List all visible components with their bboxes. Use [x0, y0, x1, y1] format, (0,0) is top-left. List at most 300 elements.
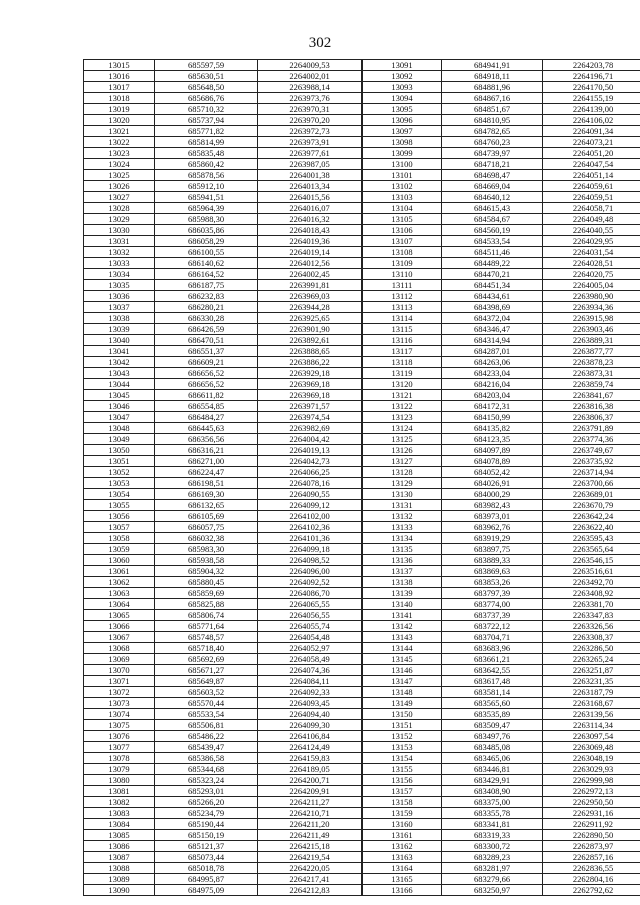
- y-coordinate: 2264073,21: [543, 137, 640, 148]
- table-row: [84, 247, 362, 258]
- table-row: [363, 401, 640, 412]
- y-coordinate: 2263903,46: [543, 324, 640, 335]
- table-row: [363, 665, 640, 676]
- point-number: 13151: [363, 720, 442, 731]
- point-number: 13049: [84, 434, 155, 445]
- point-number: 13041: [84, 346, 155, 357]
- table-row: [84, 456, 362, 467]
- table-row: [363, 291, 640, 302]
- point-number: 13109: [363, 258, 442, 269]
- y-coordinate: 2263929,18: [258, 368, 362, 379]
- table-row: [363, 423, 640, 434]
- table-row: [84, 544, 362, 555]
- x-coordinate: 684810,95: [442, 115, 543, 126]
- y-coordinate: 2263308,37: [543, 632, 640, 643]
- table-row: [363, 302, 640, 313]
- point-number: 13163: [363, 852, 442, 863]
- y-coordinate: 2264196,71: [543, 71, 640, 82]
- point-number: 13042: [84, 357, 155, 368]
- x-coordinate: 683661,21: [442, 654, 543, 665]
- table-row: [84, 676, 362, 687]
- x-coordinate: 685234,79: [155, 808, 258, 819]
- point-number: 13082: [84, 797, 155, 808]
- x-coordinate: 685825,88: [155, 599, 258, 610]
- x-coordinate: 684851,67: [442, 104, 543, 115]
- x-coordinate: 683617,48: [442, 676, 543, 687]
- x-coordinate: 684470,21: [442, 269, 543, 280]
- x-coordinate: 685533,54: [155, 709, 258, 720]
- x-coordinate: 683642,55: [442, 665, 543, 676]
- x-coordinate: 683774,00: [442, 599, 543, 610]
- point-number: 13070: [84, 665, 155, 676]
- y-coordinate: 2263987,05: [258, 159, 362, 170]
- point-number: 13064: [84, 599, 155, 610]
- x-coordinate: 686224,47: [155, 467, 258, 478]
- point-number: 13097: [363, 126, 442, 137]
- x-coordinate: 683962,76: [442, 522, 543, 533]
- y-coordinate: 2264059,51: [543, 192, 640, 203]
- y-coordinate: 2264002,45: [258, 269, 362, 280]
- y-coordinate: 2264099,12: [258, 500, 362, 511]
- y-coordinate: 2264093,45: [258, 698, 362, 709]
- point-number: 13093: [363, 82, 442, 93]
- y-coordinate: 2263892,61: [258, 335, 362, 346]
- y-coordinate: 2263970,31: [258, 104, 362, 115]
- table-row: [84, 533, 362, 544]
- table-row: [84, 82, 362, 93]
- table-row: [363, 555, 640, 566]
- y-coordinate: 2263595,43: [543, 533, 640, 544]
- table-row: [84, 302, 362, 313]
- point-number: 13141: [363, 610, 442, 621]
- x-coordinate: 686132,65: [155, 500, 258, 511]
- x-coordinate: 683279,66: [442, 874, 543, 885]
- y-coordinate: 2264106,02: [543, 115, 640, 126]
- point-number: 13138: [363, 577, 442, 588]
- x-coordinate: 685912,10: [155, 181, 258, 192]
- table-row: [84, 852, 362, 863]
- point-number: 13145: [363, 654, 442, 665]
- y-coordinate: 2264211,20: [258, 819, 362, 830]
- point-number: 13139: [363, 588, 442, 599]
- y-coordinate: 2264090,55: [258, 489, 362, 500]
- table-row: [84, 665, 362, 676]
- y-coordinate: 2262792,62: [543, 885, 640, 896]
- y-coordinate: 2264019,36: [258, 236, 362, 247]
- y-coordinate: 2263774,36: [543, 434, 640, 445]
- table-row: [363, 148, 640, 159]
- point-number: 13062: [84, 577, 155, 588]
- y-coordinate: 2263969,18: [258, 379, 362, 390]
- x-coordinate: 683485,08: [442, 742, 543, 753]
- x-coordinate: 686551,37: [155, 346, 258, 357]
- table-row: [84, 797, 362, 808]
- point-number: 13052: [84, 467, 155, 478]
- table-row: [363, 159, 640, 170]
- y-coordinate: 2263408,92: [543, 588, 640, 599]
- point-number: 13144: [363, 643, 442, 654]
- table-row: [363, 214, 640, 225]
- y-coordinate: 2263806,37: [543, 412, 640, 423]
- point-number: 13046: [84, 401, 155, 412]
- x-coordinate: 684560,19: [442, 225, 543, 236]
- point-number: 13015: [84, 60, 155, 71]
- point-number: 13055: [84, 500, 155, 511]
- point-number: 13160: [363, 819, 442, 830]
- table-row: [363, 379, 640, 390]
- point-number: 13073: [84, 698, 155, 709]
- x-coordinate: 685603,52: [155, 687, 258, 698]
- x-coordinate: 684489,22: [442, 258, 543, 269]
- x-coordinate: 685506,81: [155, 720, 258, 731]
- table-row: [84, 368, 362, 379]
- table-row: [363, 478, 640, 489]
- y-coordinate: 2262999,98: [543, 775, 640, 786]
- point-number: 13146: [363, 665, 442, 676]
- point-number: 13142: [363, 621, 442, 632]
- x-coordinate: 684511,46: [442, 247, 543, 258]
- y-coordinate: 2264078,16: [258, 478, 362, 489]
- point-number: 13066: [84, 621, 155, 632]
- point-number: 13019: [84, 104, 155, 115]
- x-coordinate: 684941,91: [442, 60, 543, 71]
- table-row: [363, 335, 640, 346]
- table-row: [84, 775, 362, 786]
- y-coordinate: 2262972,13: [543, 786, 640, 797]
- x-coordinate: 683565,60: [442, 698, 543, 709]
- point-number: 13162: [363, 841, 442, 852]
- point-number: 13031: [84, 236, 155, 247]
- table-row: [363, 808, 640, 819]
- y-coordinate: 2264098,52: [258, 555, 362, 566]
- point-number: 13069: [84, 654, 155, 665]
- point-number: 13086: [84, 841, 155, 852]
- table-row: [84, 621, 362, 632]
- x-coordinate: 685941,51: [155, 192, 258, 203]
- point-number: 13075: [84, 720, 155, 731]
- x-coordinate: 686164,52: [155, 269, 258, 280]
- table-row: [84, 115, 362, 126]
- table-row: [84, 335, 362, 346]
- table-row: [84, 786, 362, 797]
- point-number: 13119: [363, 368, 442, 379]
- x-coordinate: 685938,58: [155, 555, 258, 566]
- point-number: 13057: [84, 522, 155, 533]
- x-coordinate: 686554,85: [155, 401, 258, 412]
- x-coordinate: 685748,57: [155, 632, 258, 643]
- table-row: [84, 280, 362, 291]
- y-coordinate: 2264155,19: [543, 93, 640, 104]
- x-coordinate: 684533,54: [442, 236, 543, 247]
- x-coordinate: 685686,76: [155, 93, 258, 104]
- table-row: [84, 434, 362, 445]
- y-coordinate: 2263859,74: [543, 379, 640, 390]
- y-coordinate: 2262857,16: [543, 852, 640, 863]
- table-row: [363, 170, 640, 181]
- y-coordinate: 2264066,25: [258, 467, 362, 478]
- table-row: [363, 357, 640, 368]
- point-number: 13061: [84, 566, 155, 577]
- point-number: 13102: [363, 181, 442, 192]
- x-coordinate: 686232,83: [155, 291, 258, 302]
- y-coordinate: 2263991,81: [258, 280, 362, 291]
- point-number: 13058: [84, 533, 155, 544]
- x-coordinate: 684881,96: [442, 82, 543, 93]
- y-coordinate: 2264215,18: [258, 841, 362, 852]
- table-row: [363, 82, 640, 93]
- point-number: 13154: [363, 753, 442, 764]
- x-coordinate: 686330,28: [155, 313, 258, 324]
- x-coordinate: 686100,55: [155, 247, 258, 258]
- table-row: [363, 819, 640, 830]
- y-coordinate: 2264086,70: [258, 588, 362, 599]
- y-coordinate: 2264009,53: [258, 60, 362, 71]
- x-coordinate: 686611,82: [155, 390, 258, 401]
- table-row: [363, 434, 640, 445]
- y-coordinate: 2264019,13: [258, 445, 362, 456]
- table-row: [363, 456, 640, 467]
- table-row: [363, 841, 640, 852]
- x-coordinate: 685630,51: [155, 71, 258, 82]
- table-row: [363, 181, 640, 192]
- table-row: [363, 632, 640, 643]
- point-number: 13126: [363, 445, 442, 456]
- table-row: [363, 368, 640, 379]
- x-coordinate: 684078,89: [442, 456, 543, 467]
- x-coordinate: 684975,09: [155, 885, 258, 896]
- x-coordinate: 686609,21: [155, 357, 258, 368]
- y-coordinate: 2264139,00: [543, 104, 640, 115]
- x-coordinate: 684640,12: [442, 192, 543, 203]
- y-coordinate: 2263168,67: [543, 698, 640, 709]
- table-row: [363, 577, 640, 588]
- point-number: 13084: [84, 819, 155, 830]
- point-number: 13083: [84, 808, 155, 819]
- x-coordinate: 684918,11: [442, 71, 543, 82]
- x-coordinate: 684172,31: [442, 401, 543, 412]
- y-coordinate: 2262911,92: [543, 819, 640, 830]
- x-coordinate: 684698,47: [442, 170, 543, 181]
- point-number: 13033: [84, 258, 155, 269]
- table-row: [84, 720, 362, 731]
- y-coordinate: 2264074,36: [258, 665, 362, 676]
- y-coordinate: 2264099,30: [258, 720, 362, 731]
- y-coordinate: 2262931,16: [543, 808, 640, 819]
- point-number: 13056: [84, 511, 155, 522]
- point-number: 13074: [84, 709, 155, 720]
- table-row: [84, 291, 362, 302]
- table-row: [84, 566, 362, 577]
- point-number: 13129: [363, 478, 442, 489]
- point-number: 13048: [84, 423, 155, 434]
- table-row: [363, 753, 640, 764]
- x-coordinate: 684287,01: [442, 346, 543, 357]
- table-row: [84, 687, 362, 698]
- y-coordinate: 2264211,27: [258, 797, 362, 808]
- y-coordinate: 2264040,55: [543, 225, 640, 236]
- y-coordinate: 2264058,71: [543, 203, 640, 214]
- x-coordinate: 686058,29: [155, 236, 258, 247]
- x-coordinate: 685597,59: [155, 60, 258, 71]
- x-coordinate: 686316,21: [155, 445, 258, 456]
- x-coordinate: 683281,97: [442, 863, 543, 874]
- table-row: [363, 313, 640, 324]
- point-number: 13096: [363, 115, 442, 126]
- y-coordinate: 2263791,89: [543, 423, 640, 434]
- x-coordinate: 686656,52: [155, 368, 258, 379]
- point-number: 13054: [84, 489, 155, 500]
- table-row: [363, 192, 640, 203]
- table-row: [84, 841, 362, 852]
- table-row: [84, 236, 362, 247]
- x-coordinate: 685983,30: [155, 544, 258, 555]
- x-coordinate: 684867,16: [442, 93, 543, 104]
- table-row: [363, 258, 640, 269]
- table-row: [363, 566, 640, 577]
- x-coordinate: 684995,87: [155, 874, 258, 885]
- x-coordinate: 684451,34: [442, 280, 543, 291]
- point-number: 13161: [363, 830, 442, 841]
- table-row: [363, 775, 640, 786]
- table-row: [84, 104, 362, 115]
- table-row: [84, 830, 362, 841]
- point-number: 13043: [84, 368, 155, 379]
- point-number: 13166: [363, 885, 442, 896]
- table-row: [84, 808, 362, 819]
- x-coordinate: 685073,44: [155, 852, 258, 863]
- y-coordinate: 2263988,14: [258, 82, 362, 93]
- x-coordinate: 683704,71: [442, 632, 543, 643]
- table-row: [84, 489, 362, 500]
- table-row: [363, 137, 640, 148]
- table-row: [84, 258, 362, 269]
- table-row: [363, 709, 640, 720]
- point-number: 13159: [363, 808, 442, 819]
- y-coordinate: 2263934,36: [543, 302, 640, 313]
- x-coordinate: 684346,47: [442, 324, 543, 335]
- y-coordinate: 2264055,74: [258, 621, 362, 632]
- point-number: 13137: [363, 566, 442, 577]
- table-row: [363, 764, 640, 775]
- point-number: 13110: [363, 269, 442, 280]
- y-coordinate: 2264220,05: [258, 863, 362, 874]
- x-coordinate: 683797,39: [442, 588, 543, 599]
- x-coordinate: 685344,68: [155, 764, 258, 775]
- point-number: 13081: [84, 786, 155, 797]
- point-number: 13045: [84, 390, 155, 401]
- x-coordinate: 683250,97: [442, 885, 543, 896]
- point-number: 13037: [84, 302, 155, 313]
- y-coordinate: 2263187,79: [543, 687, 640, 698]
- table-row: [84, 412, 362, 423]
- table-row: [84, 610, 362, 621]
- table-row: [363, 830, 640, 841]
- table-row: [363, 126, 640, 137]
- point-number: 13088: [84, 863, 155, 874]
- point-number: 13076: [84, 731, 155, 742]
- table-row: [84, 390, 362, 401]
- table-row: [363, 885, 640, 896]
- table-row: [363, 500, 640, 511]
- y-coordinate: 2264209,91: [258, 786, 362, 797]
- x-coordinate: 685386,58: [155, 753, 258, 764]
- y-coordinate: 2263888,65: [258, 346, 362, 357]
- x-coordinate: 684150,99: [442, 412, 543, 423]
- table-row: [363, 687, 640, 698]
- y-coordinate: 2262873,97: [543, 841, 640, 852]
- y-coordinate: 2264212,83: [258, 885, 362, 896]
- point-number: 13104: [363, 203, 442, 214]
- point-number: 13050: [84, 445, 155, 456]
- y-coordinate: 2264020,75: [543, 269, 640, 280]
- y-coordinate: 2264056,55: [258, 610, 362, 621]
- table-row: [84, 577, 362, 588]
- x-coordinate: 684669,04: [442, 181, 543, 192]
- table-row: [363, 522, 640, 533]
- y-coordinate: 2263622,40: [543, 522, 640, 533]
- point-number: 13095: [363, 104, 442, 115]
- x-coordinate: 686035,86: [155, 225, 258, 236]
- y-coordinate: 2263889,31: [543, 335, 640, 346]
- table-row: [363, 599, 640, 610]
- table-row: [363, 93, 640, 104]
- x-coordinate: 686445,63: [155, 423, 258, 434]
- point-number: 13135: [363, 544, 442, 555]
- point-number: 13156: [363, 775, 442, 786]
- point-number: 13067: [84, 632, 155, 643]
- y-coordinate: 2264001,38: [258, 170, 362, 181]
- x-coordinate: 683982,43: [442, 500, 543, 511]
- table-row: [84, 753, 362, 764]
- x-coordinate: 683319,33: [442, 830, 543, 841]
- y-coordinate: 2264065,55: [258, 599, 362, 610]
- x-coordinate: 686187,75: [155, 280, 258, 291]
- y-coordinate: 2264200,71: [258, 775, 362, 786]
- y-coordinate: 2264211,49: [258, 830, 362, 841]
- x-coordinate: 683300,72: [442, 841, 543, 852]
- point-number: 13094: [363, 93, 442, 104]
- table-row: [363, 643, 640, 654]
- y-coordinate: 2263925,65: [258, 313, 362, 324]
- x-coordinate: 683509,47: [442, 720, 543, 731]
- y-coordinate: 2263286,50: [543, 643, 640, 654]
- x-coordinate: 685859,69: [155, 588, 258, 599]
- x-coordinate: 684739,97: [442, 148, 543, 159]
- y-coordinate: 2263670,79: [543, 500, 640, 511]
- point-number: 13103: [363, 192, 442, 203]
- table-row: [84, 588, 362, 599]
- x-coordinate: 683973,01: [442, 511, 543, 522]
- point-number: 13149: [363, 698, 442, 709]
- point-number: 13136: [363, 555, 442, 566]
- point-number: 13106: [363, 225, 442, 236]
- table-row: [363, 511, 640, 522]
- x-coordinate: 683341,81: [442, 819, 543, 830]
- x-coordinate: 683581,14: [442, 687, 543, 698]
- point-number: 13122: [363, 401, 442, 412]
- table-row: [363, 269, 640, 280]
- table-row: [363, 720, 640, 731]
- table-row: [363, 863, 640, 874]
- y-coordinate: 2263069,48: [543, 742, 640, 753]
- x-coordinate: 686198,51: [155, 478, 258, 489]
- y-coordinate: 2264091,34: [543, 126, 640, 137]
- table-row: [363, 445, 640, 456]
- x-coordinate: 684216,04: [442, 379, 543, 390]
- table-row: [363, 236, 640, 247]
- x-coordinate: 685718,40: [155, 643, 258, 654]
- point-number: 13107: [363, 236, 442, 247]
